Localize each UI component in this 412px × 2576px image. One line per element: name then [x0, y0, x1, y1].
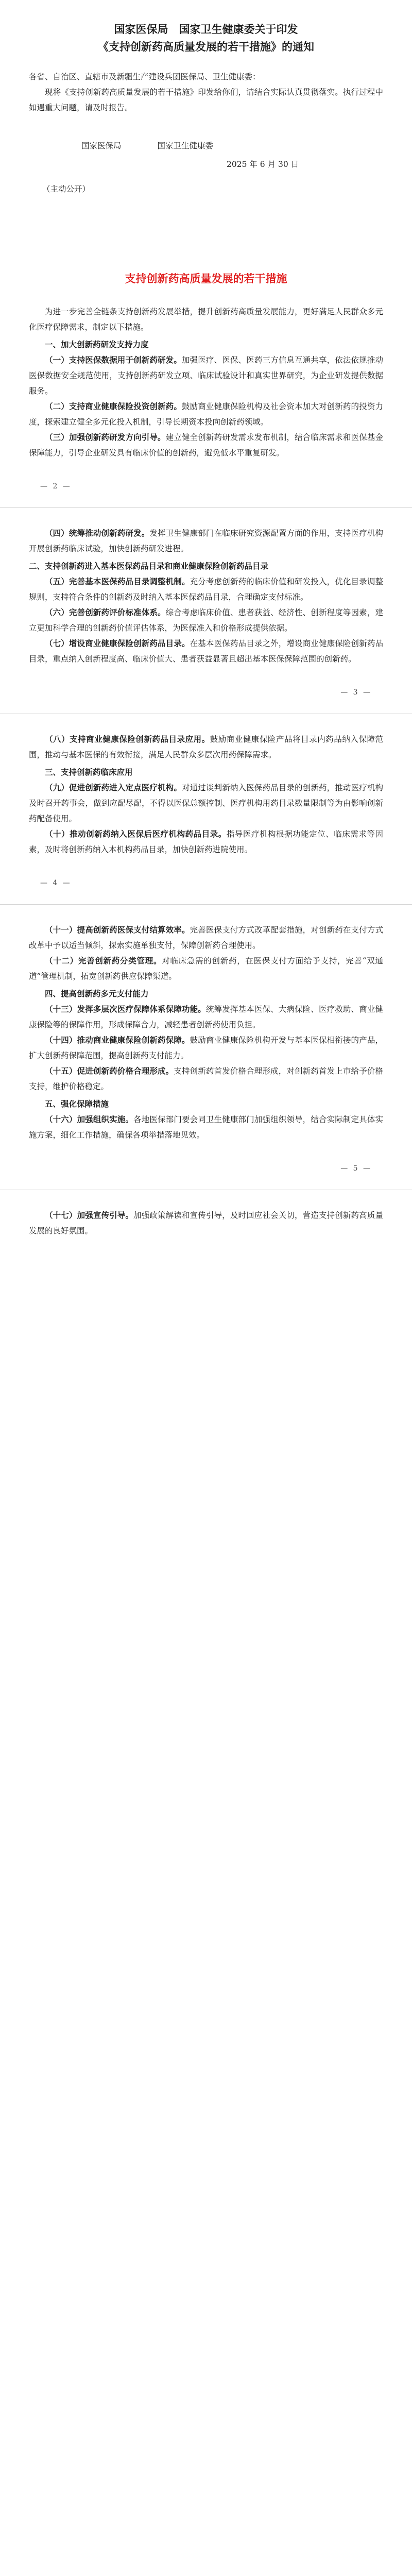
measure-item-11	[29, 922, 383, 953]
page-number: — 4 —	[40, 879, 72, 887]
section-heading-1: 一、加大创新药研发支持力度	[45, 340, 149, 349]
notice-title-line1: 国家医保局 国家卫生健康委关于印发	[114, 23, 298, 36]
measure-text: 统筹发挥基本医保、大病保险、医疗救助、商业健康保险等的保障作用，形成保障合力，减轻患者创新药使用负担。	[29, 1005, 383, 1029]
page-break	[0, 867, 412, 905]
measure-text: 在基本医保药品目录之外，增设商业健康保险创新药品目录，重点纳入创新程度高、临床价值大、患者获益显著且超出基本医保保障范围的创新药。	[29, 639, 383, 664]
page-break	[0, 1152, 412, 1190]
section-heading-3: 三、支持创新药临床应用	[45, 768, 133, 777]
measure-lead: （十六）加强组织实施。	[45, 1115, 134, 1124]
measure-lead: （六）完善创新药评价标准体系。	[45, 608, 166, 617]
measure-item-5	[29, 574, 383, 605]
measure-item-9	[29, 780, 383, 826]
measure-item-3	[29, 430, 383, 461]
measure-item-6	[29, 605, 383, 636]
measure-lead: （十一）提高创新药医保支付结算效率。	[45, 925, 190, 935]
signature-date: 2025 年 6 月 30 日	[227, 160, 299, 169]
section-heading-2: 二、支持创新药进入基本医保药品目录和商业健康保险创新药品目录	[29, 562, 269, 571]
measure-text: 完善医保支付方式改革配套措施，对创新药在支付方式改革中予以适当倾斜，探索实施单独支付，保障创新药合理使用。	[29, 925, 383, 950]
page-break	[0, 676, 412, 714]
measure-text: 综合考虑临床价值、患者获益、经济性、创新程度等因素，建立更加科学合理的创新药价值评估体系，为医保准入和价格形成提供依据。	[29, 608, 383, 633]
measure-text: 加强医疗、医保、医药三方信息互通共享，依法依规推动医保数据安全规范使用，支持创新药研发立项、临床试验设计和真实世界研究，为企业研发提供数据服务。	[29, 355, 383, 396]
measure-text: 发挥卫生健康部门在临床研究资源配置方面的作用，支持医疗机构开展创新药临床试验，加快创新药研发进程。	[29, 529, 383, 553]
measure-item-16	[29, 1112, 383, 1143]
measure-lead: （四）统筹推动创新药研发。	[45, 529, 150, 538]
page-break	[0, 470, 412, 508]
measure-lead: （十三）发挥多层次医疗保障体系保障功能。	[45, 1005, 206, 1014]
measure-item-8	[29, 732, 383, 762]
signature-org-nhc: 国家卫生健康委	[157, 141, 214, 150]
notice-intro: 现将《支持创新药高质量发展的若干措施》印发给你们，请结合实际认真贯彻落实。执行过程中如遇重大问题，请及时报告。	[29, 88, 383, 112]
section-heading-4: 四、提高创新药多元支付能力	[45, 989, 149, 998]
measure-item-7	[29, 636, 383, 667]
measure-lead: （十）推动创新药纳入医保后医疗机构药品目录。	[45, 829, 227, 839]
measure-lead: （一）支持医保数据用于创新药研发。	[45, 355, 182, 365]
publish-note: （主动公开）	[42, 184, 91, 194]
measure-item-14	[29, 1032, 383, 1063]
page-number: — 3 —	[340, 688, 372, 697]
measure-text: 对通过谈判新纳入医保药品目录的创新药，推动医疗机构及时召开药事会，做到应配尽配，不得以医保总额控制、医疗机构用药目录数量限制等为由影响创新药配备使用。	[29, 783, 383, 823]
measure-item-12	[29, 953, 383, 984]
measure-text: 鼓励商业健康保险机构及社会资本加大对创新药的投资力度，探索建立健全多元化投入机制，引导长期资本投向创新药领域。	[29, 402, 383, 427]
measure-text: 各地医保部门要会同卫生健康部门加强组织领导，结合实际制定具体实施方案，细化工作措施，确保各项举措落地见效。	[29, 1115, 383, 1140]
measure-text: 指导医疗机构根据功能定位、临床需求等因素，及时将创新药纳入本机构药品目录，加快创新药进院使用。	[29, 829, 383, 854]
measure-text: 充分考虑创新药的临床价值和研发投入，优化目录调整规则，支持符合条件的创新药及时纳入基本医保药品目录，合理确定支付标准。	[29, 577, 383, 602]
measure-item-4	[29, 526, 383, 556]
measure-item-15	[29, 1063, 383, 1094]
measure-lead: （三）加强创新药研发方向引导。	[45, 433, 166, 442]
measure-item-2	[29, 399, 383, 430]
signature-orgs	[29, 138, 383, 154]
measure-item-10	[29, 826, 383, 857]
section-heading-5: 五、强化保障措施	[45, 1099, 109, 1109]
measure-lead: （十七）加强宣传引导。	[45, 1211, 134, 1220]
notice-title-line2: 《支持创新药高质量发展的若干措施》的通知	[98, 41, 314, 53]
notice-title	[29, 21, 383, 56]
measure-text: 支持创新药首发价格合理形成，对创新药首发上市给予价格支持，维护价格稳定。	[29, 1066, 383, 1091]
document	[0, 0, 412, 1269]
measure-item-1	[29, 352, 383, 399]
measure-lead: （八）支持商业健康保险创新药品目录应用。	[45, 735, 210, 744]
measure-text: 建立健全创新药研发需求发布机制，结合临床需求和医保基金保障能力，引导企业研发具有临床价值的创新药，避免低水平重复研发。	[29, 433, 383, 457]
measure-lead: （七）增设商业健康保险创新药品目录。	[45, 639, 190, 648]
measure-text: 加强政策解读和宣传引导，及时回应社会关切，营造支持创新药高质量发展的良好氛围。	[29, 1211, 383, 1235]
page-number: — 2 —	[40, 482, 72, 490]
addressee: 各省、自治区、直辖市及新疆生产建设兵团医保局、卫生健康委：	[29, 72, 261, 81]
measure-lead: （十四）推动商业健康保险创新药保障。	[45, 1036, 190, 1045]
measure-item-17	[29, 1208, 383, 1239]
measure-lead: （九）促进创新药进入定点医疗机构。	[45, 783, 182, 792]
preamble: 为进一步完善全链条支持创新药发展举措，提升创新药高质量发展能力，更好满足人民群众多元化医疗保障需求，制定以下措施。	[29, 307, 383, 332]
page-number: — 5 —	[340, 1164, 372, 1173]
measure-lead: （五）完善基本医保药品目录调整机制。	[45, 577, 190, 586]
measures-title: 支持创新药高质量发展的若干措施	[125, 273, 287, 285]
measure-text: 鼓励商业健康保险产品将目录内药品纳入保障范围，推动与基本医保的有效衔接，满足人民群众多层次用药保障需求。	[29, 735, 383, 759]
measure-item-13	[29, 1002, 383, 1032]
measure-lead: （十二）完善创新药分类管理。	[45, 956, 162, 965]
measure-text: 鼓励商业健康保险机构开发与基本医保相衔接的产品，扩大创新药保障范围，提高创新药支付能力。	[29, 1036, 383, 1060]
measure-lead: （十五）促进创新药价格合理形成。	[45, 1066, 174, 1076]
signature-org-nhsa: 国家医保局	[81, 141, 122, 150]
measure-lead: （二）支持商业健康保险投资创新药。	[45, 402, 182, 411]
measure-text: 对临床急需的创新药，在医保支付方面给予支持，完善“双通道”管理机制，拓宽创新药供应保障渠道。	[29, 956, 383, 981]
